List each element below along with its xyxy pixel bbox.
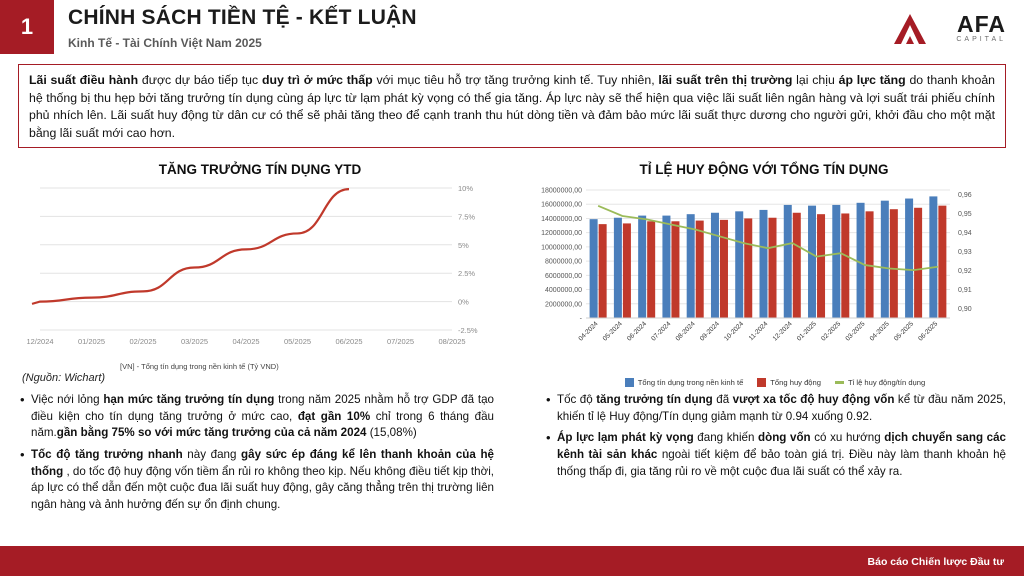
svg-text:6000000,00: 6000000,00 [545, 272, 582, 280]
page-subtitle: Kinh Tế - Tài Chính Việt Nam 2025 [68, 36, 262, 50]
footer-label: Báo cáo Chiến lược Đầu tư [867, 556, 1004, 568]
legend-swatch [757, 378, 766, 387]
legend-item [757, 378, 821, 387]
svg-text:-: - [579, 315, 582, 323]
svg-text:11-2024: 11-2024 [747, 320, 770, 343]
svg-text:06-2024: 06-2024 [626, 320, 649, 343]
bullet-item: • Áp lực lạm phát kỳ vọng đang khiến dòng vốn có xu hướng dịch chuyển sang các kênh tài sản khác ngoài tiết kiệm để bảo toàn giá trị. Điều này làm thanh khoản hệ thống thấp đi, gia tăng rủi ro về một cuộc đua lãi suất có thể xảy ra. [544, 430, 1006, 480]
bullets-right-column [544, 392, 1006, 485]
svg-text:09-2024: 09-2024 [698, 320, 721, 343]
page-title: CHÍNH SÁCH TIỀN TỆ - KẾT LUẬN [68, 6, 417, 29]
svg-text:0,93: 0,93 [958, 249, 972, 256]
svg-text:08-2024: 08-2024 [674, 320, 697, 343]
svg-text:04/2025: 04/2025 [232, 337, 260, 346]
svg-text:04-2024: 04-2024 [577, 320, 600, 343]
svg-text:04-2025: 04-2025 [868, 320, 891, 343]
legend-item [625, 378, 744, 387]
svg-text:03-2025: 03-2025 [844, 320, 867, 343]
credit-growth-ytd-chart [20, 180, 500, 365]
svg-text:01/2025: 01/2025 [77, 337, 106, 346]
svg-text:12/2024: 12/2024 [26, 337, 54, 346]
svg-text:03/2025: 03/2025 [180, 337, 209, 346]
chart-left-legend [120, 362, 279, 371]
svg-text:0,91: 0,91 [958, 287, 972, 294]
svg-text:7.5%: 7.5% [458, 212, 476, 222]
logo-subtitle: CAPITAL [956, 36, 1006, 43]
svg-text:05/2025: 05/2025 [283, 337, 312, 346]
svg-text:4000000,00: 4000000,00 [545, 287, 582, 295]
svg-text:16000000,00: 16000000,00 [541, 201, 582, 209]
svg-text:0,96: 0,96 [958, 192, 972, 199]
deposit-credit-ratio-chart [520, 180, 1008, 385]
svg-text:02/2025: 02/2025 [129, 337, 157, 346]
svg-text:02-2025: 02-2025 [820, 320, 843, 343]
legend-label: Tổng tín dụng trong nền kinh tế [637, 378, 744, 387]
legend-swatch [625, 378, 634, 387]
svg-text:5%: 5% [458, 240, 469, 250]
svg-text:05-2025: 05-2025 [892, 320, 916, 343]
chart-right-legend [560, 378, 990, 387]
svg-text:2.5%: 2.5% [458, 269, 476, 279]
svg-text:10000000,00: 10000000,00 [541, 244, 582, 252]
svg-text:07/2025: 07/2025 [386, 337, 415, 346]
chart-right-title: TỈ LỆ HUY ĐỘNG VỚI TỔNG TÍN DỤNG [639, 162, 889, 177]
svg-text:0,92: 0,92 [958, 268, 972, 275]
chart-left-legend-label: [VN] - Tổng tín dụng trong nền kinh tế (Tỷ VND) [120, 362, 279, 371]
svg-text:0,94: 0,94 [958, 230, 972, 237]
svg-text:0%: 0% [458, 297, 469, 307]
svg-text:8000000,00: 8000000,00 [545, 258, 582, 266]
svg-text:01-2025: 01-2025 [795, 320, 818, 343]
legend-swatch [835, 381, 844, 384]
svg-text:10-2024: 10-2024 [723, 320, 746, 343]
svg-text:14000000,00: 14000000,00 [541, 215, 582, 223]
bullet-item: • Tốc độ tăng trưởng tín dụng đã vượt xa tốc độ huy động vốn kể từ đầu năm 2025, khiến tỉ lệ Huy động/Tín dụng giảm mạnh từ 0.94 xuống 0.92. [544, 392, 1006, 425]
svg-text:10%: 10% [458, 184, 474, 193]
legend-label: Tỉ lệ huy động/tín dụng [847, 378, 926, 387]
svg-text:12000000,00: 12000000,00 [541, 230, 582, 238]
logo-wordmark [888, 11, 1006, 43]
svg-text:0,90: 0,90 [958, 306, 972, 313]
svg-text:18000000,00: 18000000,00 [541, 187, 582, 195]
svg-text:07-2024: 07-2024 [650, 320, 673, 343]
svg-text:0,95: 0,95 [958, 211, 972, 218]
slide-number: 1 [0, 0, 54, 54]
legend-label: Tổng huy động [770, 378, 821, 387]
slide-footer [0, 546, 1024, 576]
svg-text:06/2025: 06/2025 [335, 337, 363, 346]
bullets-left-column [18, 392, 494, 519]
source-note: (Nguồn: Wichart) [22, 372, 106, 384]
svg-text:12-2024: 12-2024 [771, 320, 794, 343]
bullet-item: • Việc nới lỏng hạn mức tăng trưởng tín dụng trong năm 2025 nhằm hỗ trợ GDP đã tạo điều kiện cho tín dụng tăng trưởng ở mức cao, đạt gần 10% chỉ trong 6 tháng đầu năm.gần bằng 75% so với mức tăng trưởng của cả năm 2024 (15,08%) [18, 392, 494, 442]
svg-text:2000000,00: 2000000,00 [545, 301, 582, 309]
bullet-item: • Tốc độ tăng trưởng nhanh này đang gây sức ép đáng kể lên thanh khoản của hệ thống , do tốc độ huy động vốn tiềm ẩn rủi ro không theo kịp. Nếu không điều tiết kịp thời, áp lực có thể dẫn đến một cuộc đua lãi suất huy động, gây căng thẳng trên thị trường liên ngân hàng và ảnh hưởng đến sự ổn định chung. [18, 447, 494, 514]
svg-text:05-2024: 05-2024 [601, 320, 624, 343]
slide-header [0, 0, 1024, 60]
legend-item [835, 378, 925, 387]
key-message-callout: Lãi suất điều hành được dự báo tiếp tục duy trì ở mức thấp với mục tiêu hỗ trợ tăng trưởng kinh tế. Tuy nhiên, lãi suất trên thị trường lại chịu áp lực tăng do thanh khoản hệ thống bị thu hẹp bởi tăng trưởng tín dụng cùng áp lực từ lạm phát kỳ vọng có thể gia tăng. Áp lực này sẽ thể hiện qua việc lãi suất liên ngân hàng và lợi suất trái phiếu chính phủ nhích lên. Lãi suất huy động từ dân cư có thể sẽ phải tăng theo để cạnh tranh thu hút dòng tiền và đảm bảo mức lãi suất thực dương cho người gửi, khởi đầu cho một mặt bằng lãi suất mới cao hơn. [18, 64, 1006, 148]
svg-text:08/2025: 08/2025 [438, 337, 466, 346]
svg-text:-2.5%: -2.5% [458, 326, 478, 335]
logo-name: AFA [957, 11, 1006, 37]
svg-text:06-2025: 06-2025 [917, 320, 940, 343]
chart-left-title: TĂNG TRƯỞNG TÍN DỤNG YTD [158, 162, 362, 177]
